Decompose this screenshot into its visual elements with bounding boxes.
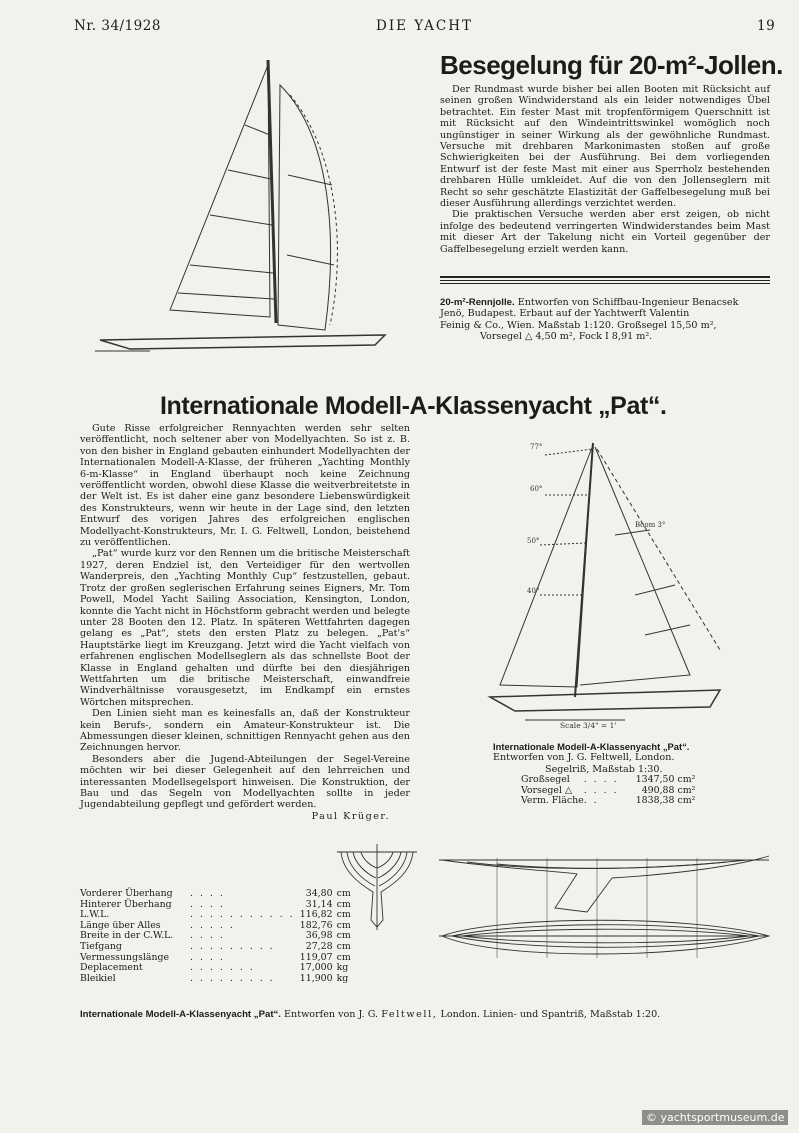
article1-paragraph: Der Rundmast wurde bisher bei allen Booten mit Rücksicht auf seinen großen Windwiderstand als ein leider notwendiges Übel betrachtet. Ein fester Mast mit tropfenförmigem Querschnitt ist mit Rücksicht auf den Windeintrittswinkel womöglich noch ungünstiger in seiner Wirkung als der gewöhnliche Rundmast. Versuche mit drehbaren Markonimasten stoßen auf große Schwierigkeiten bei der Ausführung. Bei dem vorliegenden Entwurf ist der feste Mast mit einer aus Sperrholz bestehenden drehbaren Hülle umkleidet. Auf die von den Jollenseglern mit Recht so sehr geschätzte Elastizität der Gaffelbesegelung muß bei dieser Ausführung allerdings verzichtet werden. bbox=[440, 84, 770, 210]
table-row bbox=[80, 974, 351, 985]
divider-rule bbox=[440, 280, 770, 281]
spec-label: Vorderer Überhang bbox=[80, 888, 173, 899]
spec-unit: cm bbox=[336, 888, 351, 899]
spec-unit: cm bbox=[336, 909, 351, 921]
leader-dots: . . bbox=[583, 795, 599, 807]
jolle-caption-line: Jenö, Budapest. Erbaut auf der Yachtwerft Valentin bbox=[440, 308, 690, 320]
sail-value: 1347,50 cm² bbox=[635, 774, 696, 786]
leader-dots: . . . . bbox=[190, 951, 225, 963]
article1-paragraph: Die praktischen Versuche werden aber erst zeigen, ob nicht infolge des bedeutend verringerten Windwiderstandes beim Mast mit dieser Art der Takelung nicht ein Vorteil gegenüber der Gaffelbesegelung erzielt werden kann. bbox=[440, 209, 770, 255]
lines-caption-text: Entworfen von J. G. bbox=[284, 1009, 379, 1020]
watermark: © yachtsportmuseum.de bbox=[642, 1110, 788, 1125]
dimensions-table bbox=[80, 889, 351, 984]
spec-unit: cm bbox=[336, 940, 351, 952]
pat-sail-caption-plan: Segelriß, Maßstab 1:30. bbox=[545, 763, 663, 775]
article2-paragraph: Den Linien sieht man es keinesfalls an, daß der Konstrukteur kein Berufs-, sondern ein Amateur-Konstrukteur ist. Die Abmessungen dieser kleinen, schnittigen Rennyacht gehen aus den Zeichnungen hervor. bbox=[80, 708, 410, 754]
spec-value: 116,82 bbox=[299, 909, 333, 921]
spec-label: Bleikiel bbox=[80, 972, 116, 984]
table-row bbox=[521, 796, 699, 807]
spec-value: 34,80 bbox=[305, 888, 333, 899]
svg-text:40°: 40° bbox=[527, 587, 540, 595]
article1-title: Besegelung für 20-m²-Jollen. bbox=[440, 50, 783, 80]
pat-sail-caption-designer: Entworfen von J. G. Feltwell, London. bbox=[493, 752, 675, 764]
spec-label: Hinterer Überhang bbox=[80, 898, 172, 910]
lines-caption-text: London. Linien- und Spantriß, Maßstab 1:20. bbox=[440, 1009, 661, 1020]
article2-paragraph: „Pat“ wurde kurz vor den Rennen um die britische Meisterschaft 1927, deren Endziel ist, den Verteidiger für den wertvollen Wanderpreis, den „Yachting Monthly Cup“ festzustellen, gebaut. Trotz der großen seglerischen Erfahrung seines Eigners, Mr. Tom Powell, Model Yacht Sailing Association, Kensington, London, konnte die Yacht nicht in Höchstform gebracht werden und belegte unter 28 Booten den 12. Platz. In späteren Wettfahrten dagegen gelang es „Pat“, stets den ersten Platz zu belegen. „Pat's“ Hauptstärke liegt im Kreuzgang. Jetzt wird die Yacht vielfach von erfahrenen englischen Modellseglern als das schnellste Boot der Klasse in England gehalten und dürfte bei den diesjährigen Wettfahrten um die britische Meisterschaft, einwandfreie Windverhältnisse vorausgesetzt, im Endkampf ein ernstes Wörtchen mitsprechen. bbox=[80, 548, 410, 708]
divider-rule bbox=[440, 276, 770, 278]
leader-dots: . . . . bbox=[190, 930, 225, 942]
leader-dots: . . . . bbox=[583, 784, 619, 796]
jolle-caption-line: Vorsegel △ 4,50 m², Fock I 8,91 m². bbox=[480, 331, 653, 343]
spec-value: 31,14 bbox=[305, 898, 333, 910]
sail-value: 490,88 cm² bbox=[641, 784, 696, 796]
leader-dots: . . . . bbox=[583, 774, 619, 786]
lines-caption-designer: Feltwell, bbox=[381, 1009, 438, 1020]
spec-label: Länge über Alles bbox=[80, 919, 161, 931]
issue-number: Nr. 34/1928 bbox=[74, 18, 161, 34]
spec-label: L.W.L. bbox=[80, 909, 110, 921]
lines-caption-title: Internationale Modell-A-Klassenyacht „Pat“. bbox=[80, 1009, 281, 1020]
magazine-title: DIE YACHT bbox=[376, 18, 474, 34]
leader-dots: . . . . . . . . . bbox=[190, 940, 275, 952]
sail-label: Vorsegel △ bbox=[521, 784, 573, 796]
jolle-caption-title: 20-m²-Rennjolle. bbox=[440, 297, 515, 308]
sail-label: Verm. Fläche bbox=[521, 795, 584, 807]
spec-label: Deplacement bbox=[80, 962, 143, 974]
spec-value: 182,76 bbox=[299, 919, 333, 931]
spec-unit: kg bbox=[336, 972, 349, 984]
page-number: 19 bbox=[757, 18, 776, 34]
svg-text:77°: 77° bbox=[530, 443, 543, 451]
svg-text:60°: 60° bbox=[530, 485, 543, 493]
table-row bbox=[80, 942, 351, 953]
article2-paragraph: Gute Risse erfolgreicher Rennyachten werden sehr selten veröffentlicht, noch seltener aber von Modellyachten. So ist z. B. von den bisher in England gebauten einhundert Modellyachten der Internationalen Modell-A-Klasse, der früheren „Yachting Monthly 6-m-Klasse“ in England überhaupt noch keine Zeichnung veröffentlicht worden, obwohl diese Klasse die weitverbreitetste in der Welt ist. Es ist daher eine ganz besondere Liebenswürdigkeit des Konstrukteurs, wenn wir heute in der Lage sind, den letzten Entwurf des vorigen Jahres des erfolgreichen englischen Modellyacht-Konstrukteurs, Mr. I. G. Feltwell, London, beistehend zu veröffentlichen. bbox=[80, 423, 410, 549]
spec-value: 119,07 bbox=[299, 951, 333, 963]
pat-sail-caption-title: Internationale Modell-A-Klassenyacht „Pat“. bbox=[493, 741, 690, 752]
leader-dots: . . . . . . . bbox=[190, 962, 255, 974]
sail-label: Großsegel bbox=[521, 774, 570, 786]
spec-unit: kg bbox=[336, 962, 349, 974]
sail-area-table bbox=[521, 775, 699, 807]
jolle-caption-line: Feinig & Co., Wien. Maßstab 1:120. Großsegel 15,50 m², bbox=[440, 319, 717, 331]
leader-dots: . . . . bbox=[190, 888, 225, 899]
lines-plan-drawing bbox=[437, 848, 772, 978]
svg-text:Boom 3°: Boom 3° bbox=[635, 521, 666, 529]
spec-unit: cm bbox=[336, 898, 351, 910]
leader-dots: . . . . . . . . . bbox=[190, 972, 275, 984]
leader-dots: . . . . . . . . . . . bbox=[190, 909, 295, 921]
article2-paragraph: Besonders aber die Jugend-Abteilungen der Segel-Vereine möchten wir bei dieser Gelegenheit auf den lehrreichen und interessanten Modellsegelsport hinweisen. Die Konstruktion, der Bau und das Segeln von Modellyachten sollte in jeder Jugendabteilung gepflegt und gefördert werden. bbox=[80, 753, 410, 811]
author: Paul Krüger. bbox=[311, 810, 390, 822]
spec-label: Tiefgang bbox=[80, 940, 122, 952]
article2-body bbox=[80, 423, 410, 822]
spec-value: 11,900 bbox=[299, 972, 333, 984]
scale-label: Scale 3/4" = 1' bbox=[560, 721, 617, 730]
spec-value: 17,000 bbox=[299, 962, 333, 974]
svg-text:50°: 50° bbox=[527, 537, 540, 545]
divider-rule bbox=[440, 283, 770, 284]
spec-unit: cm bbox=[336, 919, 351, 931]
spec-unit: cm bbox=[336, 951, 351, 963]
sail-value: 1838,38 cm² bbox=[635, 795, 696, 807]
table-row bbox=[80, 889, 351, 900]
pat-sail-caption bbox=[493, 741, 773, 807]
leader-dots: . . . . . bbox=[190, 919, 235, 931]
article2-title: Internationale Modell-A-Klassenyacht „Pat“. bbox=[160, 392, 667, 420]
jolle-caption-line: Entworfen von Schiffbau-Ingenieur Benacsek bbox=[517, 297, 739, 308]
spec-unit: cm bbox=[336, 930, 351, 942]
jolle-caption bbox=[440, 297, 775, 343]
leader-dots: . . . . bbox=[190, 898, 225, 910]
spec-label: Vermessungslänge bbox=[80, 951, 170, 963]
pat-sail-plan bbox=[485, 435, 750, 735]
spec-label: Breite in der C.W.L. bbox=[80, 930, 174, 942]
spec-value: 36,98 bbox=[305, 930, 333, 942]
lines-plan-caption bbox=[80, 1009, 780, 1020]
article1-body bbox=[440, 84, 770, 255]
spec-value: 27,28 bbox=[305, 940, 333, 952]
jolle-sail-plan bbox=[90, 55, 395, 360]
